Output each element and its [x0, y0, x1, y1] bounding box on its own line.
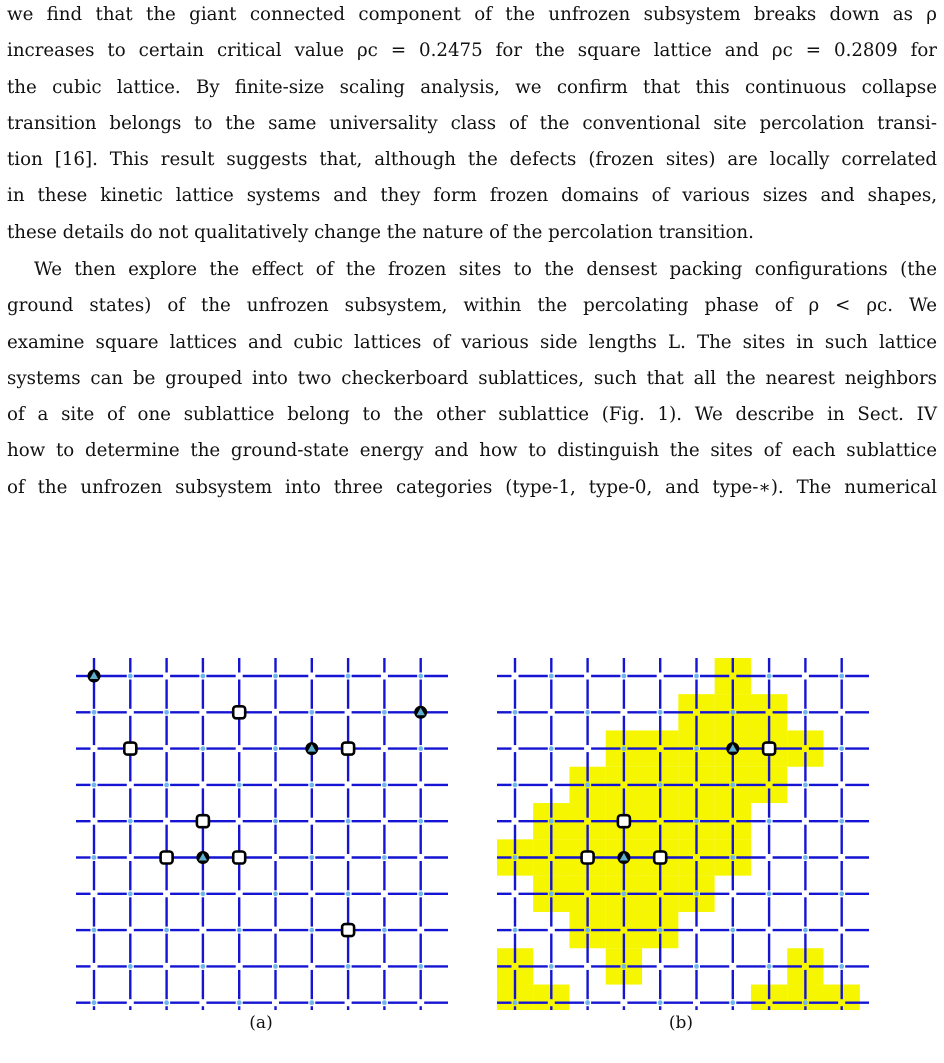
lattice-site — [730, 1000, 735, 1005]
lattice-site — [839, 746, 844, 751]
lattice-site — [418, 674, 423, 679]
frozen-site-square-marker — [342, 924, 354, 936]
lattice-site — [273, 674, 278, 679]
frozen-site-square-marker — [763, 743, 775, 755]
frozen-site-square-marker — [124, 743, 136, 755]
frozen-domain-highlights — [497, 658, 869, 1010]
text-line: of the unfrozen subsystem into three categories (type-1, type-0, and type-∗). The numerical — [7, 476, 937, 498]
lattice-site — [803, 1000, 808, 1005]
lattice-site — [273, 819, 278, 824]
lattice-site — [549, 674, 554, 679]
lattice-site — [767, 674, 772, 679]
lattice-site — [585, 783, 590, 788]
lattice-site — [92, 710, 97, 715]
lattice-site — [585, 1000, 590, 1005]
frozen-site-square-marker — [342, 743, 354, 755]
lattice-site — [730, 855, 735, 860]
lattice-site — [346, 964, 351, 969]
lattice-site — [839, 964, 844, 969]
lattice-site — [309, 928, 314, 933]
lattice-site — [92, 855, 97, 860]
lattice-site — [128, 819, 133, 824]
frozen-site-triangle-marker — [617, 851, 630, 864]
lattice-site — [346, 674, 351, 679]
lattice-site — [418, 964, 423, 969]
figure-panel-a — [76, 658, 448, 1010]
lattice-sites — [92, 674, 448, 1010]
lattice-site — [309, 855, 314, 860]
lattice-site — [382, 710, 387, 715]
lattice-site — [803, 855, 808, 860]
text-line: systems can be grouped into two checkerboard sublattices, such that all the nearest neighbors — [7, 367, 937, 389]
lattice-site — [803, 928, 808, 933]
lattice-site — [694, 674, 699, 679]
lattice-site — [767, 819, 772, 824]
frozen-site-square-marker — [618, 815, 630, 827]
text-line: we find that the giant connected component of the unfrozen subsystem breaks down as ρ — [7, 4, 937, 25]
lattice-site — [585, 928, 590, 933]
text-line: tion [16]. This result suggests that, although the defects (frozen sites) are locally correlated — [7, 149, 937, 171]
text-line: increases to certain critical value ρc = 0.2475 for the square lattice and ρc = 0.2809 for — [7, 40, 937, 62]
text-line: examine square lattices and cubic lattices of various side lengths L. The sites in such lattice — [7, 331, 937, 353]
lattice-site — [622, 964, 627, 969]
frozen-site-triangle-marker — [305, 742, 318, 755]
lattice-site — [346, 891, 351, 896]
text-line: transition belongs to the same universality class of the conventional site percolation transi- — [7, 112, 937, 134]
lattice-site — [513, 928, 518, 933]
frozen-site-square-marker — [197, 815, 209, 827]
lattice-site — [164, 928, 169, 933]
text-line: how to determine the ground-state energy and how to distinguish the sites of each sublattice — [7, 440, 937, 462]
text-line: of a site of one sublattice belong to the other sublattice (Fig. 1). We describe in Sect. IV — [7, 404, 937, 426]
lattice-site — [839, 674, 844, 679]
lattice-site — [309, 783, 314, 788]
lattice-site — [694, 891, 699, 896]
lattice-site — [92, 783, 97, 788]
figure-panel-a-caption: (a) — [249, 1013, 273, 1033]
lattice-site — [730, 928, 735, 933]
lattice-site — [730, 710, 735, 715]
lattice-site — [418, 891, 423, 896]
lattice-site — [694, 746, 699, 751]
text-line: in these kinetic lattice systems and they form frozen domains of various sizes and shapes, — [7, 185, 937, 207]
lattice-site — [128, 964, 133, 969]
lattice-site — [128, 891, 133, 896]
text-line: these details do not qualitatively change the nature of the percolation transition. — [7, 221, 754, 243]
lattice-site — [418, 746, 423, 751]
lattice-site — [309, 710, 314, 715]
lattice-site — [658, 928, 663, 933]
lattice-site — [273, 746, 278, 751]
figure-panel-b — [497, 658, 869, 1010]
frozen-site-square-marker — [233, 852, 245, 864]
lattice-site — [201, 746, 206, 751]
lattice-site — [309, 1000, 314, 1005]
lattice-site — [767, 891, 772, 896]
paragraph-1 — [7, 0, 937, 251]
frozen-site-square-marker — [582, 852, 594, 864]
text-line: ground states) of the unfrozen subsystem, within the percolating phase of ρ < ρc. We — [7, 295, 937, 317]
frozen-site-triangle-marker — [88, 670, 101, 683]
frozen-site-triangle-marker — [414, 706, 427, 719]
lattice-site — [201, 891, 206, 896]
lattice-site — [513, 710, 518, 715]
lattice-site — [128, 674, 133, 679]
figure-panel-b-caption: (b) — [668, 1013, 694, 1033]
lattice-site — [92, 928, 97, 933]
lattice-site — [585, 710, 590, 715]
lattice-site — [164, 783, 169, 788]
lattice-site — [418, 819, 423, 824]
lattice-site — [622, 674, 627, 679]
text-line: the cubic lattice. By finite-size scaling analysis, we confirm that this continuous collapse — [7, 76, 937, 98]
lattice-site — [803, 783, 808, 788]
lattice-site — [549, 819, 554, 824]
frozen-site-square-marker — [654, 852, 666, 864]
lattice-site — [164, 710, 169, 715]
frozen-site-square-marker — [233, 706, 245, 718]
lattice-site — [658, 1000, 663, 1005]
lattice-site — [346, 819, 351, 824]
lattice-site — [549, 746, 554, 751]
lattice-site — [237, 1000, 242, 1005]
lattice-site — [382, 783, 387, 788]
frozen-site-triangle-marker — [726, 742, 739, 755]
lattice-site — [694, 819, 699, 824]
lattice-site — [513, 783, 518, 788]
lattice-site — [839, 891, 844, 896]
lattice-site — [201, 964, 206, 969]
lattice-site — [237, 783, 242, 788]
lattice-site — [273, 891, 278, 896]
lattice-site — [549, 964, 554, 969]
lattice-site — [803, 710, 808, 715]
lattice-site — [658, 710, 663, 715]
lattice-site — [658, 783, 663, 788]
lattice-site — [164, 1000, 169, 1005]
lattice-site — [694, 964, 699, 969]
lattice-site — [730, 783, 735, 788]
lattice-site — [92, 1000, 97, 1005]
lattice-site — [513, 855, 518, 860]
lattice-site — [201, 674, 206, 679]
lattice-site — [622, 891, 627, 896]
lattice-site — [513, 1000, 518, 1005]
text-line: We then explore the effect of the frozen sites to the densest packing configurations (the — [34, 259, 937, 280]
lattice-grid — [76, 658, 448, 1010]
lattice-site — [382, 855, 387, 860]
lattice-site — [237, 928, 242, 933]
lattice-site — [767, 964, 772, 969]
lattice-site — [273, 964, 278, 969]
frozen-site-square-marker — [161, 852, 173, 864]
lattice-site — [549, 891, 554, 896]
paragraph-2 — [7, 252, 937, 506]
lattice-site — [382, 928, 387, 933]
lattice-site — [839, 819, 844, 824]
frozen-site-triangle-marker — [196, 851, 209, 864]
lattice-site — [622, 746, 627, 751]
lattice-site — [382, 1000, 387, 1005]
